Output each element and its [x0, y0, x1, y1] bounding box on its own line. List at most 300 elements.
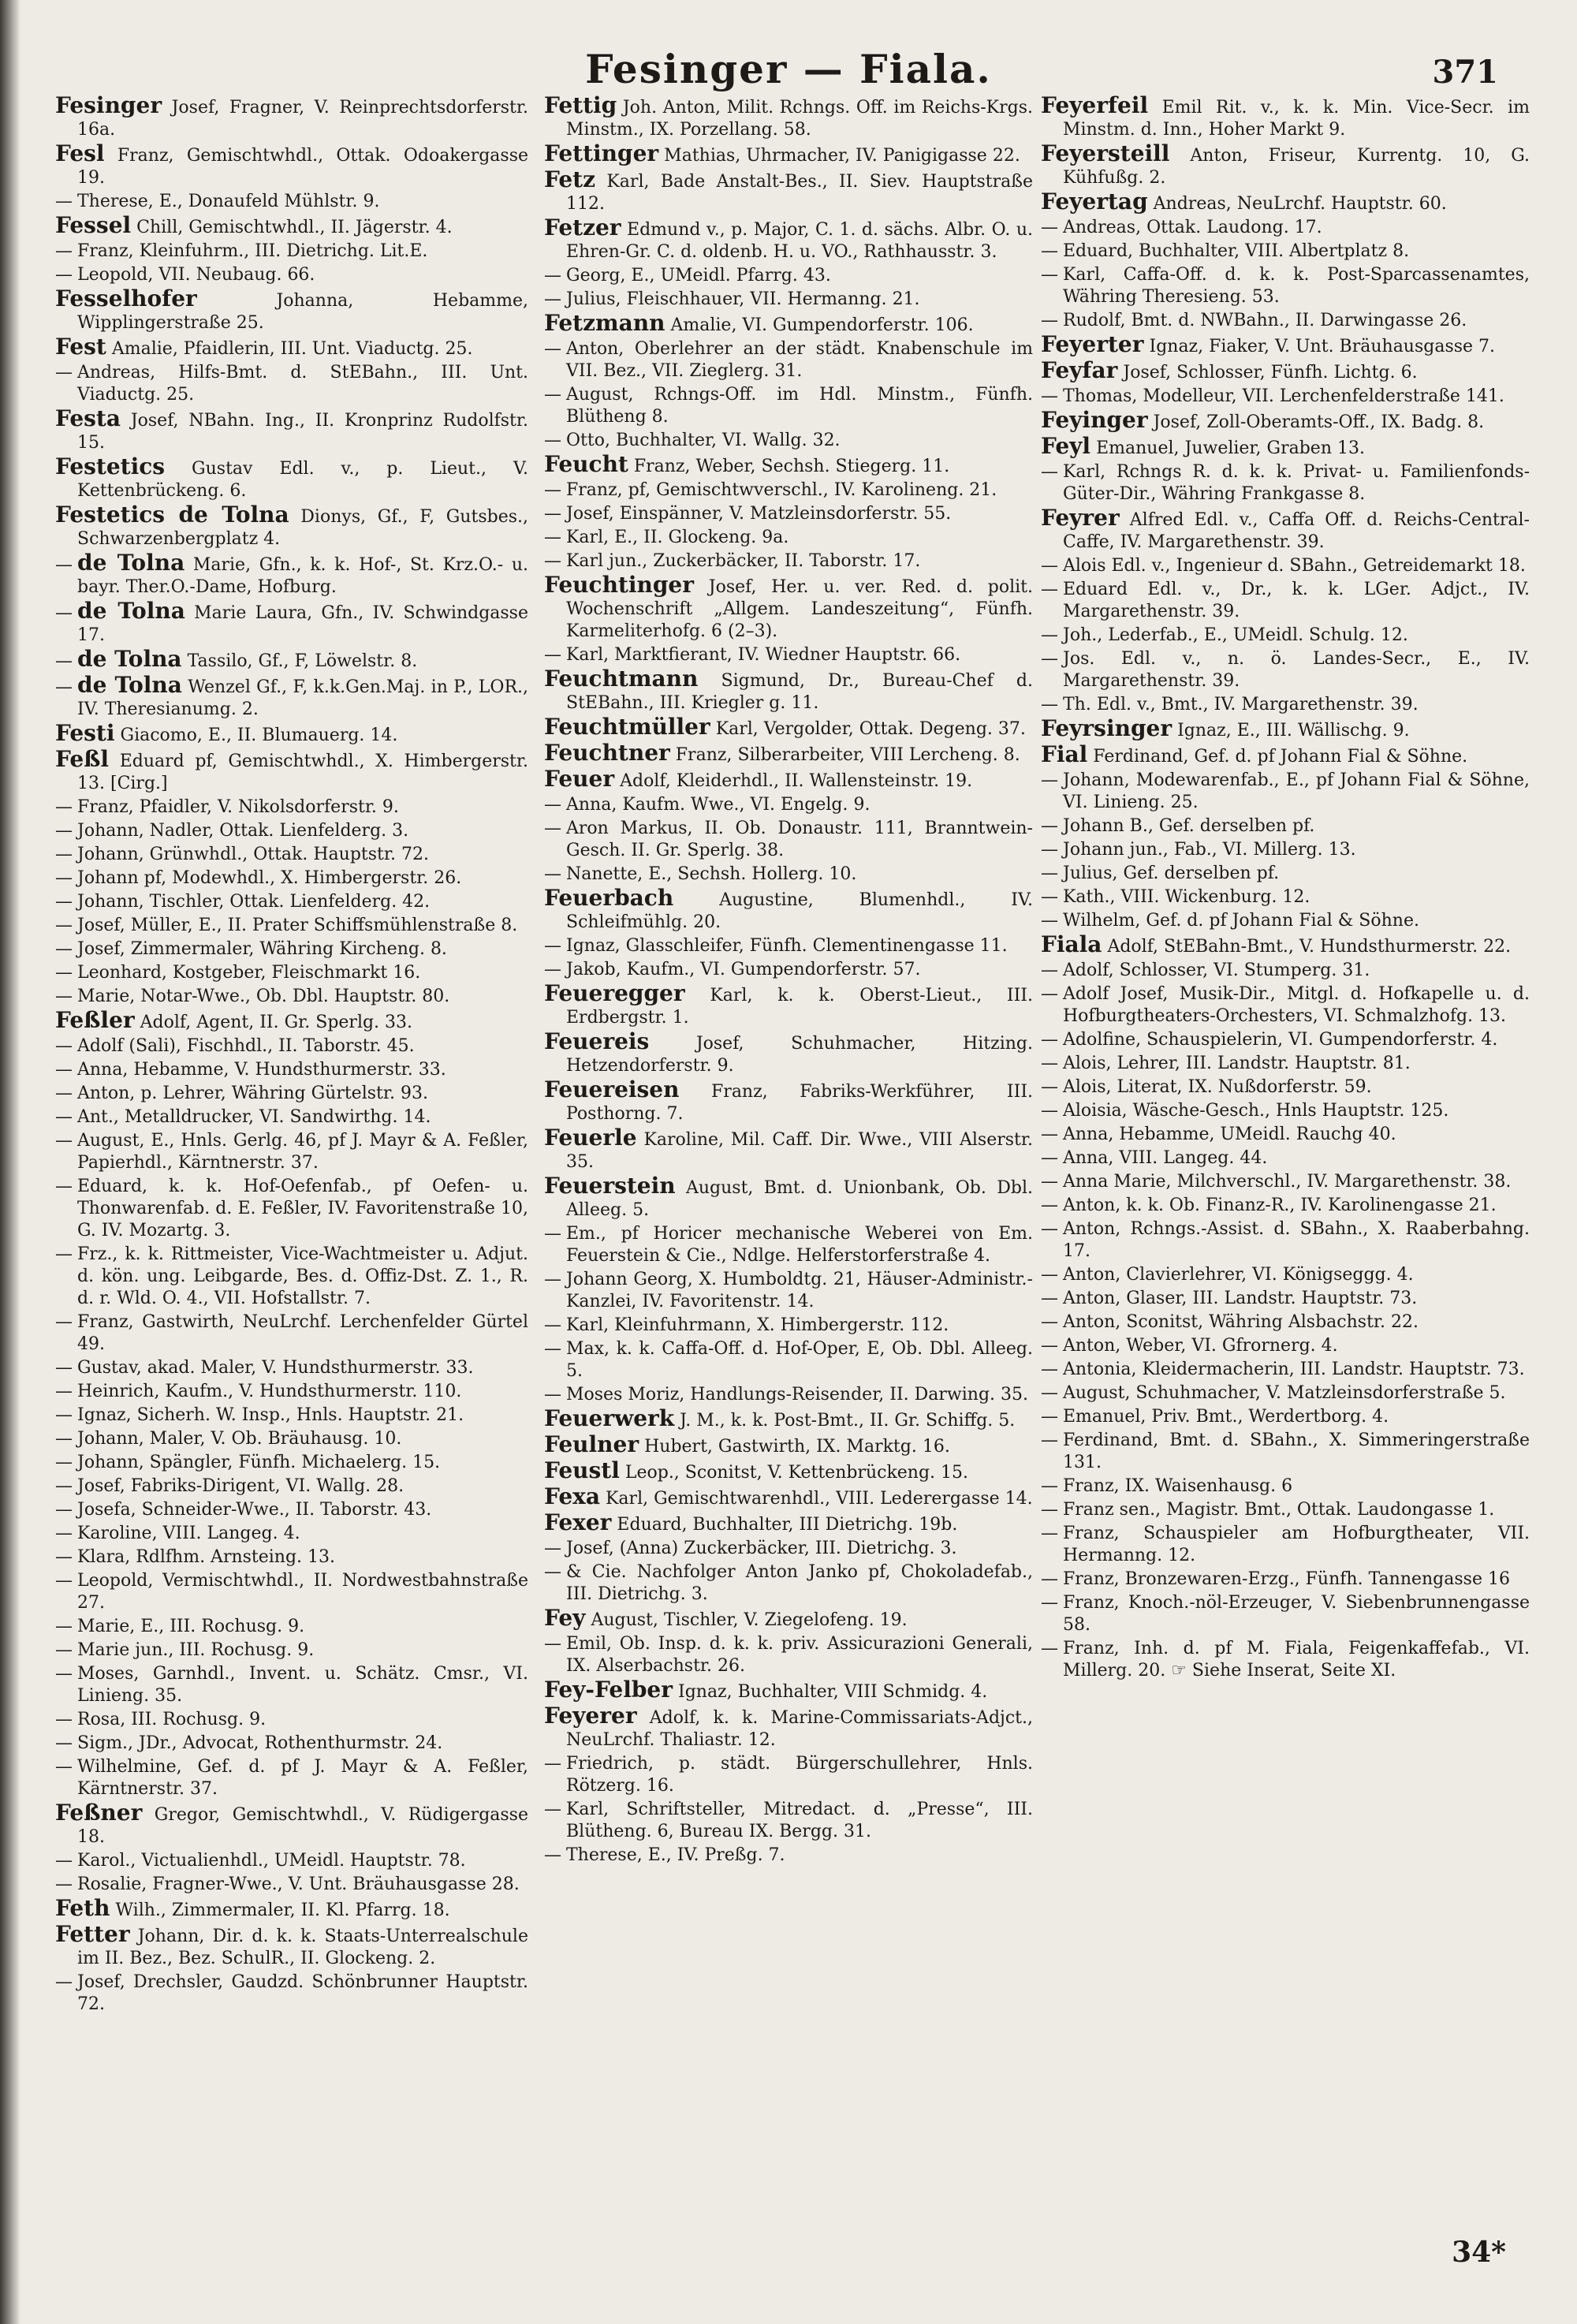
entry-dash: —	[55, 1640, 73, 1660]
entry-text: Josef, Müller, E., II. Prater Schiffsmühlenstraße 8.	[77, 916, 518, 935]
directory-entry	[1041, 1100, 1530, 1122]
entry-text: Julius, Fleischhauer, VII. Hermanng. 21.	[566, 289, 920, 309]
directory-entry	[1041, 1382, 1530, 1404]
entry-text: Emanuel, Juwelier, Graben 13.	[1096, 438, 1365, 458]
entry-dash: —	[55, 1177, 73, 1196]
directory-entry	[55, 722, 528, 747]
directory-entry	[55, 453, 528, 502]
entry-surname: de Tolna	[77, 646, 182, 672]
entry-dash: —	[55, 1547, 73, 1567]
entry-dash: —	[1041, 1431, 1058, 1450]
entry-text: August, Rchngs-Off. im Hdl. Minstm., Fünfh. Blütheng 8.	[566, 385, 1033, 427]
directory-entry	[55, 504, 528, 550]
directory-entry	[544, 265, 1033, 287]
entry-surname: Feuerwerk	[544, 1405, 675, 1431]
directory-entry	[55, 1357, 528, 1379]
entry-text: Heinrich, Kaufm., V. Hundsthurmerstr. 110.	[77, 1382, 462, 1401]
entry-dash: —	[1041, 816, 1058, 836]
entry-text: Anton, Friseur, Kurrentg. 10, G. Kühfußg. 2.	[1063, 146, 1530, 188]
entry-dash: —	[544, 645, 561, 665]
entry-dash: —	[544, 551, 561, 571]
entry-text: Franz, pf, Gemischtwverschl., IV. Karolineng. 21.	[566, 480, 997, 500]
entry-text: Anna, Kaufm. Wwe., VI. Engelg. 9.	[566, 795, 871, 815]
directory-entry	[544, 430, 1033, 452]
entry-text: Franz, Kleinfuhrm., III. Dietrichg. Lit.E.	[77, 241, 428, 261]
entry-text: Sigmund, Dr., Bureau-Chef d. StEBahn., III. Kriegler g. 11.	[566, 671, 1033, 713]
entry-dash: —	[1041, 1265, 1058, 1285]
entry-text: Wenzel Gf., F, k.k.Gen.Maj. in P., LOR., IV. Theresianumg. 2.	[77, 677, 528, 719]
directory-entry	[544, 794, 1033, 816]
entry-surname: Festetics de Tolna	[55, 502, 289, 528]
entry-text: Josef, Zimmermaler, Währing Kircheng. 8.	[77, 939, 447, 959]
entry-dash: —	[544, 1562, 561, 1582]
directory-entry	[544, 312, 1033, 337]
entry-surname: Feucht	[544, 451, 628, 477]
entry-dash: —	[1041, 580, 1058, 599]
entry-dash: —	[544, 1385, 561, 1404]
directory-entry	[1041, 188, 1530, 215]
entry-text: Leopold, Vermischtwhdl., II. Nordwestbahnstraße 27.	[77, 1571, 528, 1613]
entry-text: Anton, Clavierlehrer, VI. Königseggg. 4.	[1063, 1265, 1414, 1285]
entry-surname: Feuchtmüller	[544, 714, 710, 740]
directory-entry	[1041, 1171, 1530, 1193]
directory-entry	[544, 1338, 1033, 1382]
entry-surname: Fetz	[544, 166, 595, 192]
directory-entry	[55, 1546, 528, 1569]
entry-text: Sigm., JDr., Advocat, Rothenthurmstr. 24.	[77, 1733, 443, 1753]
directory-entry	[544, 742, 1033, 767]
directory-entry	[1041, 1147, 1530, 1169]
directory-entry	[55, 1663, 528, 1707]
entry-dash: —	[1041, 1172, 1058, 1192]
entry-dash: —	[544, 339, 561, 359]
directory-entry	[544, 1845, 1033, 1867]
entry-dash: —	[55, 939, 73, 959]
entry-text: August, E., Hnls. Gerlg. 46, pf J. Mayr & A. Feßler, Papierhdl., Kärntnerstr. 37.	[77, 1131, 528, 1173]
entry-text: Ignaz, Buchhalter, VIII Schmidg. 4.	[678, 1682, 988, 1702]
directory-entry	[544, 1633, 1033, 1677]
entry-dash: —	[1041, 625, 1058, 645]
directory-entry	[55, 600, 528, 647]
entry-dash: —	[544, 960, 561, 979]
directory-entry	[1041, 357, 1530, 384]
entry-text: Gregor, Gemischtwhdl., V. Rüdigergasse 18.	[77, 1805, 528, 1847]
directory-entry	[544, 864, 1033, 886]
page-edge-shadow	[0, 0, 21, 2324]
entry-text: Alois, Lehrer, III. Landstr. Hauptstr. 81.	[1063, 1054, 1411, 1073]
directory-entry	[1041, 770, 1530, 814]
directory-entry	[1041, 648, 1530, 692]
entry-surname: de Tolna	[77, 598, 185, 624]
entry-dash: —	[544, 289, 561, 309]
entry-dash: —	[55, 1851, 73, 1871]
directory-entry	[544, 935, 1033, 957]
entry-dash: —	[55, 845, 73, 864]
entry-dash: —	[55, 363, 73, 382]
directory-entry	[55, 1733, 528, 1755]
directory-entry	[1041, 1475, 1530, 1498]
entry-dash: —	[544, 1634, 561, 1654]
directory-entry	[544, 166, 1033, 215]
entry-text: Ferdinand, Gef. d. pf Johann Fial & Söhne.	[1093, 747, 1468, 767]
entry-dash: —	[55, 1060, 73, 1080]
entry-dash: —	[544, 385, 561, 405]
entry-text: Josef, (Anna) Zuckerbäcker, III. Dietrichg. 3.	[566, 1539, 957, 1558]
entry-dash: —	[544, 528, 561, 547]
entry-dash: —	[55, 1874, 73, 1894]
entry-text: Johann pf, Modewhdl., X. Himbergerstr. 26.	[77, 868, 462, 888]
entry-dash: —	[1041, 840, 1058, 860]
entry-text: Adolf, Agent, II. Gr. Sperlg. 33.	[140, 1013, 413, 1032]
entry-dash: —	[544, 1845, 561, 1865]
entry-surname: Fessel	[55, 212, 132, 238]
entry-text: Otto, Buchhalter, VI. Wallg. 32.	[566, 431, 841, 450]
entry-surname: Feuchtinger	[544, 572, 694, 598]
entry-dash: —	[55, 1107, 73, 1127]
entry-dash: —	[55, 892, 73, 912]
directory-entry	[55, 1897, 528, 1922]
directory-entry	[544, 959, 1033, 981]
entry-text: Nanette, E., Sechsh. Hollerg. 10.	[566, 864, 857, 884]
entry-surname: Fesinger	[55, 95, 162, 118]
entry-surname: Fetzmann	[544, 310, 665, 336]
directory-entry	[544, 716, 1033, 740]
entry-text: Johann jun., Fab., VI. Millerg. 13.	[1063, 840, 1356, 860]
entry-text: Alois, Literat, IX. Nußdorferstr. 59.	[1063, 1077, 1372, 1097]
entry-text: Kath., VIII. Wickenburg. 12.	[1063, 887, 1310, 907]
directory-entry	[55, 1176, 528, 1242]
entry-dash: —	[1041, 218, 1058, 237]
entry-surname: Feyerer	[544, 1703, 637, 1729]
entry-text: Wilhelmine, Gef. d. pf J. Mayr & A. Feßler, Kärntnerstr. 37.	[77, 1757, 528, 1799]
entry-dash: —	[55, 1476, 73, 1496]
entry-surname: Feyertag	[1041, 188, 1148, 214]
entry-dash: —	[55, 1664, 73, 1684]
entry-text: Johann, Grünwhdl., Ottak. Hauptstr. 72.	[77, 845, 429, 864]
entry-text: Karoline, Mil. Caff. Dir. Wwe., VIII Alserstr. 35.	[566, 1130, 1033, 1172]
entry-surname: Feßner	[55, 1800, 143, 1826]
entry-surname: Feßler	[55, 1007, 135, 1033]
entry-text: Marie jun., III. Rochusg. 9.	[77, 1640, 315, 1660]
entry-dash: —	[544, 431, 561, 450]
directory-entry	[544, 1028, 1033, 1077]
entry-dash: —	[55, 1312, 73, 1332]
directory-entry	[544, 1799, 1033, 1843]
directory-entry	[544, 668, 1033, 714]
directory-entry	[1041, 1218, 1530, 1263]
entry-text: Anton, Weber, VI. Gfrornerg. 4.	[1063, 1336, 1338, 1356]
entry-dash: —	[55, 555, 73, 575]
entry-text: Franz, Gastwirth, NeuLrchf. Lerchenfelder Gürtel 49.	[77, 1312, 528, 1354]
directory-entry	[55, 1428, 528, 1450]
directory-entry	[1041, 1569, 1530, 1591]
entry-surname: Fial	[1041, 741, 1088, 767]
directory-entry	[55, 1616, 528, 1638]
directory-entry	[544, 550, 1033, 573]
entry-text: Wilh., Zimmermaler, II. Kl. Pfarrg. 18.	[115, 1901, 450, 1920]
directory-entry	[55, 938, 528, 961]
entry-dash: —	[55, 1500, 73, 1520]
entry-dash: —	[544, 795, 561, 815]
entry-surname: Fest	[55, 334, 106, 360]
entry-dash: —	[55, 821, 73, 841]
entry-text: Th. Edl. v., Bmt., IV. Margarethenstr. 39.	[1063, 695, 1419, 714]
directory-entry	[544, 980, 1033, 1029]
entry-text: Franz, Gemischtwhdl., Ottak. Odoakergasse 19.	[77, 146, 528, 188]
entry-dash: —	[55, 987, 73, 1006]
directory-entry	[1041, 1288, 1530, 1310]
directory-entry	[55, 986, 528, 1008]
entry-text: Franz, Knoch.-nöl-Erzeuger, V. Siebenbrunnengasse 58.	[1063, 1593, 1530, 1635]
entry-text: Ignaz, Sicherh. W. Insp., Hnls. Hauptstr. 21.	[77, 1405, 464, 1425]
entry-dash: —	[1041, 1219, 1058, 1239]
entry-dash: —	[1041, 462, 1058, 482]
directory-entry	[1041, 1029, 1530, 1051]
entry-text: Adolf Josef, Musik-Dir., Mitgl. d. Hofkapelle u. d. Hofburgtheaters-Orchesters, VI. Schmalzhofg. 13.	[1063, 984, 1530, 1026]
entry-text: Andreas, Hilfs-Bmt. d. StEBahn., III. Unt. Viaductg. 25.	[77, 363, 528, 405]
directory-entry	[1041, 1499, 1530, 1521]
entry-text: Karl, Rchngs R. d. k. k. Privat- u. Familienfonds-Güter-Dir., Währing Frankgasse 8.	[1063, 462, 1530, 504]
entry-dash: —	[55, 1084, 73, 1103]
entry-text: Eduard, Buchhalter, VIII. Albertplatz 8.	[1063, 241, 1410, 261]
directory-entry	[55, 362, 528, 406]
entry-text: Rosa, III. Rochusg. 9.	[77, 1710, 267, 1729]
entry-surname: Fexa	[544, 1483, 600, 1509]
directory-entry	[1041, 625, 1530, 647]
entry-surname: Feyinger	[1041, 407, 1148, 433]
entry-dash: —	[1041, 864, 1058, 883]
directory-entry	[544, 479, 1033, 502]
entry-surname: Feuchtner	[544, 740, 670, 766]
directory-entry	[544, 1175, 1033, 1222]
entry-text: Karl, E., II. Glockeng. 9a.	[566, 528, 789, 547]
directory-entry	[55, 336, 528, 360]
entry-text: Anton, Rchngs.-Assist. d. SBahn., X. Raaberbahng. 17.	[1063, 1219, 1530, 1261]
entry-text: Alfred Edl. v., Caffa Off. d. Reichs-Central-Caffe, IV. Margarethenstr. 39.	[1063, 510, 1530, 552]
directory-entry	[1041, 140, 1530, 189]
entry-text: Antonia, Kleidermacherin, III. Landstr. Hauptstr. 73.	[1063, 1360, 1525, 1379]
directory-entry	[55, 891, 528, 913]
directory-entry	[544, 768, 1033, 793]
entry-text: Georg, E., UMeidl. Pfarrg. 43.	[566, 266, 831, 285]
directory-entry	[1041, 461, 1530, 505]
entry-text: Aloisia, Wäsche-Gesch., Hnls Hauptstr. 125.	[1063, 1101, 1449, 1121]
entry-surname: Fey	[544, 1605, 586, 1631]
directory-entry	[544, 1607, 1033, 1632]
entry-dash: —	[1041, 887, 1058, 907]
entry-surname: Festetics	[55, 453, 166, 479]
entry-dash: —	[544, 1754, 561, 1774]
directory-entry	[1041, 910, 1530, 932]
entry-text: Johann, Tischler, Ottak. Lienfelderg. 42.	[77, 892, 431, 912]
entry-text: Ignaz, Fiaker, V. Unt. Bräuhausgasse 7.	[1149, 337, 1496, 356]
entry-surname: Feuer	[544, 766, 615, 792]
entry-dash: —	[55, 1429, 73, 1449]
directory-entry	[55, 405, 528, 454]
entry-surname: Feuereisen	[544, 1076, 680, 1102]
entry-dash: —	[544, 266, 561, 285]
entry-dash: —	[55, 1733, 73, 1753]
directory-entry	[55, 1475, 528, 1498]
entry-dash: —	[1041, 1077, 1058, 1097]
entry-dash: —	[1041, 1030, 1058, 1050]
entry-text: Dionys, Gf., F, Gutsbes., Schwarzenbergplatz 4.	[77, 507, 528, 549]
directory-entry	[55, 264, 528, 286]
entry-text: Anton, Oberlehrer an der städt. Knabenschule im VII. Bez., VII. Zieglerg. 31.	[566, 339, 1033, 381]
entry-surname: de Tolna	[77, 550, 185, 576]
entry-text: Marie, Notar-Wwe., Ob. Dbl. Hauptstr. 80.	[77, 987, 450, 1006]
directory-entry	[1041, 555, 1530, 577]
page-number: 371	[1432, 54, 1498, 91]
directory-entry	[55, 1106, 528, 1128]
entry-text: Emil Rit. v., k. k. Min. Vice-Secr. im Minstm. d. Inn., Hoher Markt 9.	[1063, 98, 1530, 140]
directory-entry	[55, 285, 528, 334]
directory-entry	[544, 338, 1033, 382]
entry-surname: Feyersteill	[1041, 140, 1170, 166]
entry-dash: —	[55, 265, 73, 285]
entry-text: Karl, Gemischtwarenhdl., VIII. Lederergasse 14.	[606, 1489, 1033, 1509]
entry-text: Adolf, k. k. Marine-Commissariats-Adjct., NeuLrchf. Thaliastr. 12.	[566, 1708, 1033, 1750]
directory-entry	[55, 1850, 528, 1872]
entry-text: Karl jun., Zuckerbäcker, II. Taborstr. 17.	[566, 551, 921, 571]
entry-dash: —	[544, 1339, 561, 1359]
entry-text: Anna, Hebamme, UMeidl. Rauchg 40.	[1063, 1125, 1396, 1144]
entry-surname: Fexer	[544, 1509, 612, 1535]
entry-dash: —	[1041, 1569, 1058, 1589]
directory-entry	[544, 214, 1033, 263]
entry-text: Josef, Schlosser, Fünfh. Lichtg. 6.	[1123, 363, 1418, 382]
entry-surname: Feuchtmann	[544, 666, 699, 692]
entry-text: Adolf, Schlosser, VI. Stumperg. 31.	[1063, 961, 1370, 980]
entry-text: Anton, Glaser, III. Landstr. Hauptstr. 73.	[1063, 1289, 1418, 1308]
entry-dash: —	[1041, 1312, 1058, 1332]
entry-dash: —	[544, 1315, 561, 1335]
entry-dash: —	[1041, 386, 1058, 406]
entry-dash: —	[1041, 1639, 1058, 1658]
entry-dash: —	[544, 864, 561, 884]
directory-entry	[1041, 1335, 1530, 1357]
directory-entry	[1041, 886, 1530, 908]
entry-surname: Festi	[55, 720, 115, 746]
directory-entry	[55, 1971, 528, 2016]
entry-text: & Cie. Nachfolger Anton Janko pf, Chokoladefab., III. Dietrichg. 3.	[566, 1562, 1033, 1604]
entry-text: Leop., Sconitst, V. Kettenbrückeng. 15.	[624, 1463, 969, 1483]
entry-dash: —	[55, 1757, 73, 1777]
entry-text: Franz, Inh. d. pf M. Fiala, Feigenkaffefab., VI. Millerg. 20. ☞ Siehe Inserat, Seite XI.	[1063, 1639, 1530, 1681]
entry-text: Josef, Zoll-Oberamts-Off., IX. Badg. 8.	[1153, 412, 1485, 432]
entry-text: Karl, Schriftsteller, Mitredact. d. „Presse“, III. Blütheng. 6, Bureau IX. Bergg. 31.	[566, 1800, 1033, 1841]
entry-text: August, Tischler, V. Ziegelofeng. 19.	[591, 1610, 908, 1630]
entry-surname: Festa	[55, 405, 121, 431]
directory-entry	[1041, 1359, 1530, 1381]
directory-entry	[55, 1499, 528, 1521]
entry-text: Ignaz, Glasschleifer, Fünfh. Clementinengasse 11.	[566, 936, 1008, 956]
directory-entry	[55, 674, 528, 721]
entry-surname: Feulner	[544, 1431, 639, 1457]
entry-text: Karl, Kleinfuhrmann, X. Himbergerstr. 112.	[566, 1315, 949, 1335]
directory-entry	[55, 1756, 528, 1800]
directory-entry	[1041, 507, 1530, 554]
directory-entry	[1041, 264, 1530, 308]
entry-dash: —	[55, 1453, 73, 1472]
entry-dash: —	[544, 480, 561, 500]
entry-dash: —	[544, 1539, 561, 1558]
directory-entry	[55, 1404, 528, 1427]
entry-text: Alois Edl. v., Ingenieur d. SBahn., Getreidemarkt 18.	[1063, 556, 1526, 576]
entry-surname: Feustl	[544, 1457, 620, 1483]
directory-entry	[55, 1009, 528, 1034]
directory-entry	[1041, 931, 1530, 958]
entry-dash: —	[1041, 1289, 1058, 1308]
directory-entry	[55, 1311, 528, 1356]
entry-text: Karl, Marktfierant, IV. Wiedner Hauptstr. 66.	[566, 645, 961, 665]
entry-text: Em., pf Horicer mechanische Weberei von Em. Feuerstein & Cie., Ndlge. Helferstorferstraße 4.	[566, 1224, 1033, 1266]
entry-text: Hubert, Gastwirth, IX. Marktg. 16.	[644, 1437, 950, 1457]
entry-text: Josef, Fragner, V. Reinprechtsdorferstr. 16a.	[77, 98, 528, 140]
entry-dash: —	[1041, 1125, 1058, 1144]
entry-dash: —	[1041, 1407, 1058, 1427]
directory-entry	[55, 1452, 528, 1474]
entry-dash: —	[55, 1972, 73, 1992]
directory-entry	[1041, 409, 1530, 434]
entry-text: Karl, k. k. Oberst-Lieut., III. Erdbergstr. 1.	[566, 986, 1033, 1028]
entry-text: Therese, E., IV. Preßg. 7.	[566, 1845, 785, 1865]
directory-entry	[55, 1130, 528, 1174]
entry-surname: Feyrer	[1041, 505, 1120, 531]
entry-text: Josef, Schuhmacher, Hitzing. Hetzendorferstr. 9.	[566, 1034, 1033, 1076]
entry-dash: —	[55, 651, 73, 671]
directory-entry	[1041, 815, 1530, 837]
entry-text: Emanuel, Priv. Bmt., Werdertborg. 4.	[1063, 1407, 1389, 1427]
entry-text: Andreas, NeuLrchf. Hauptstr. 60.	[1153, 194, 1447, 214]
entry-surname: Feyerfeil	[1041, 95, 1149, 118]
directory-entry	[1041, 435, 1530, 460]
entry-text: Emil, Ob. Insp. d. k. k. priv. Assicurazioni Generali, IX. Alserbachstr. 26.	[566, 1634, 1033, 1676]
signature-mark: 34*	[1452, 2236, 1506, 2269]
directory-entry	[544, 1269, 1033, 1313]
entry-dash: —	[1041, 1383, 1058, 1403]
entry-dash: —	[55, 192, 73, 211]
directory-entry	[1041, 1076, 1530, 1099]
directory-entry	[544, 818, 1033, 862]
directory-entry	[55, 191, 528, 213]
entry-text: Gustav, akad. Maler, V. Hundsthurmerstr. 33.	[77, 1358, 474, 1378]
entry-text: Eduard Edl. v., Dr., k. k. LGer. Adjct., IV. Margarethenstr. 39.	[1063, 580, 1530, 621]
entry-text: Anna, VIII. Langeg. 44.	[1063, 1148, 1268, 1168]
entry-text: Josefa, Schneider-Wwe., II. Taborstr. 43.	[77, 1500, 432, 1520]
entry-text: August, Bmt. d. Unionbank, Ob. Dbl. Alleeg. 5.	[566, 1178, 1033, 1220]
entry-dash: —	[55, 797, 73, 817]
directory-entry	[544, 503, 1033, 525]
entry-dash: —	[544, 1270, 561, 1289]
entry-text: Jos. Edl. v., n. ö. Landes-Secr., E., IV. Margarethenstr. 39.	[1063, 649, 1530, 691]
entry-dash: —	[1041, 984, 1058, 1004]
directory-entry	[55, 1874, 528, 1896]
directory-entry	[544, 574, 1033, 643]
directory-entry	[55, 1709, 528, 1731]
entry-text: Josef, Drechsler, Gaudzd. Schönbrunner Hauptstr. 72.	[77, 1972, 528, 2014]
directory-entry	[55, 1059, 528, 1081]
directory-entry	[1041, 1195, 1530, 1217]
entry-text: Franz, IX. Waisenhausg. 6	[1063, 1476, 1293, 1496]
entry-text: Eduard, k. k. Hof-Oefenfab., pf Oefen- u. Thonwarenfab. d. E. Feßler, IV. Favoritenstraße 10, G. IV. Mozartg. 3.	[77, 1177, 528, 1240]
directory-entry	[55, 95, 528, 141]
directory-entry	[1041, 1124, 1530, 1146]
entry-text: Joh. Anton, Milit. Rchngs. Off. im Reichs-Krgs. Minstm., IX. Porzellang. 58.	[566, 98, 1033, 140]
entry-text: Ignaz, E., III. Wällischg. 9.	[1177, 721, 1410, 740]
entry-text: Johann, Nadler, Ottak. Lienfelderg. 3.	[77, 821, 409, 841]
entry-dash: —	[1041, 649, 1058, 669]
